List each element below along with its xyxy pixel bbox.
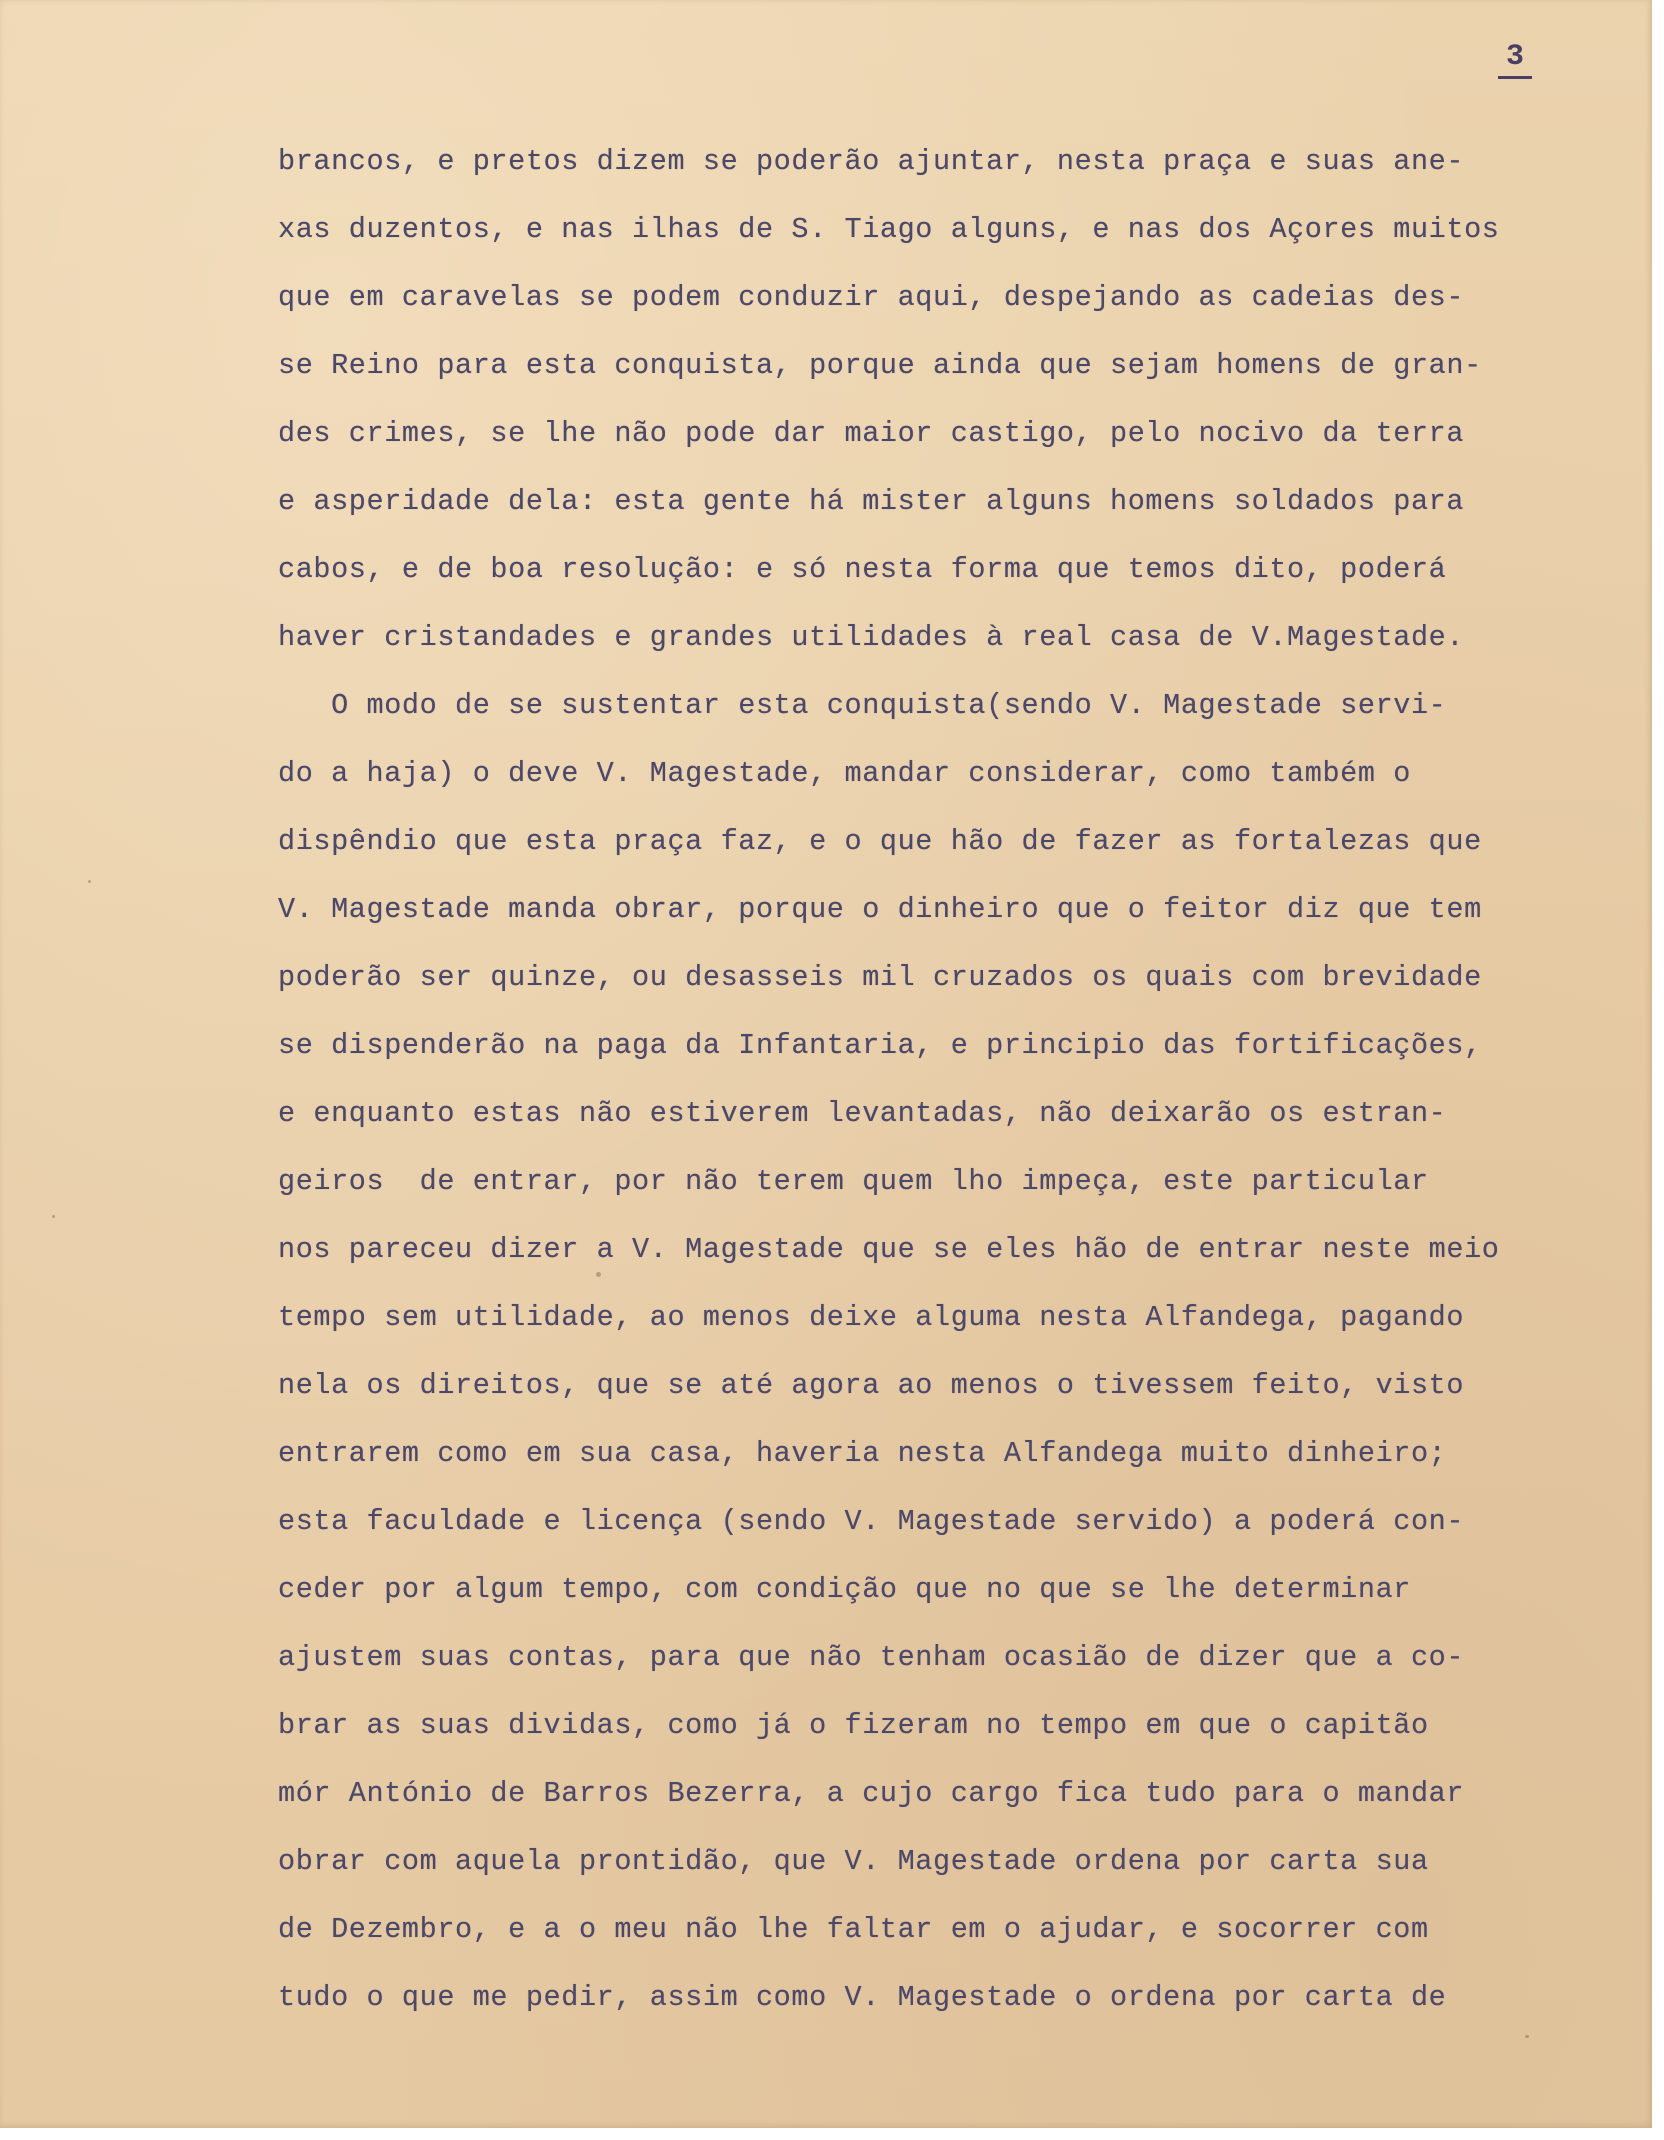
text-line: ceder por algum tempo, com condição que no que se lhe determinar: [278, 1573, 1411, 1606]
text-line: ajustem suas contas, para que não tenham ocasião de dizer que a co-: [278, 1641, 1465, 1674]
text-line: se Reino para esta conquista, porque ainda que sejam homens de gran-: [278, 349, 1482, 382]
text-line: e enquanto estas não estiverem levantadas, não deixarão os estran-: [278, 1097, 1447, 1130]
text-line: O modo de se sustentar esta conquista(sendo V. Magestade servi-: [278, 689, 1447, 722]
text-line: de Dezembro, e a o meu não lhe faltar em o ajudar, e socorrer com: [278, 1913, 1429, 1946]
text-line: cabos, e de boa resolução: e só nesta forma que temos dito, poderá: [278, 553, 1447, 586]
text-line: nos pareceu dizer a V. Magestade que se eles hão de entrar neste meio: [278, 1233, 1500, 1266]
paper-speck: [52, 1215, 55, 1218]
text-line: obrar com aquela prontidão, que V. Magestade ordena por carta sua: [278, 1845, 1429, 1878]
page-number: 3: [1498, 40, 1532, 79]
text-line: que em caravelas se podem conduzir aqui, despejando as cadeias des-: [278, 281, 1465, 314]
text-line: haver cristandades e grandes utilidades à real casa de V.Magestade.: [278, 621, 1465, 654]
text-line: des crimes, se lhe não pode dar maior castigo, pelo nocivo da terra: [278, 417, 1465, 450]
typed-text-body: [278, 128, 1658, 2032]
text-line: entrarem como em sua casa, haveria nesta Alfandega muito dinheiro;: [278, 1437, 1447, 1470]
paper-speck: [88, 880, 91, 883]
text-line: poderão ser quinze, ou desasseis mil cruzados os quais com brevidade: [278, 961, 1482, 994]
text-line: xas duzentos, e nas ilhas de S. Tiago alguns, e nas dos Açores muitos: [278, 213, 1500, 246]
text-line: tempo sem utilidade, ao menos deixe alguma nesta Alfandega, pagando: [278, 1301, 1465, 1334]
text-line: mór António de Barros Bezerra, a cujo cargo fica tudo para o mandar: [278, 1777, 1465, 1810]
text-line: geiros de entrar, por não terem quem lho impeça, este particular: [278, 1165, 1429, 1198]
text-line: brancos, e pretos dizem se poderão ajuntar, nesta praça e suas ane-: [278, 145, 1465, 178]
text-line: e asperidade dela: esta gente há mister alguns homens soldados para: [278, 485, 1465, 518]
text-line: do a haja) o deve V. Magestade, mandar considerar, como também o: [278, 757, 1411, 790]
text-line: nela os direitos, que se até agora ao menos o tivessem feito, visto: [278, 1369, 1465, 1402]
text-line: V. Magestade manda obrar, porque o dinheiro que o feitor diz que tem: [278, 893, 1482, 926]
text-line: se dispenderão na paga da Infantaria, e principio das fortificações,: [278, 1029, 1482, 1062]
text-line: tudo o que me pedir, assim como V. Magestade o ordena por carta de: [278, 1981, 1447, 2014]
text-line: brar as suas dividas, como já o fizeram no tempo em que o capitão: [278, 1709, 1429, 1742]
text-line: dispêndio que esta praça faz, e o que hão de fazer as fortalezas que: [278, 825, 1482, 858]
paper-speck: [1525, 2035, 1529, 2038]
text-line: esta faculdade e licença (sendo V. Magestade servido) a poderá con-: [278, 1505, 1465, 1538]
